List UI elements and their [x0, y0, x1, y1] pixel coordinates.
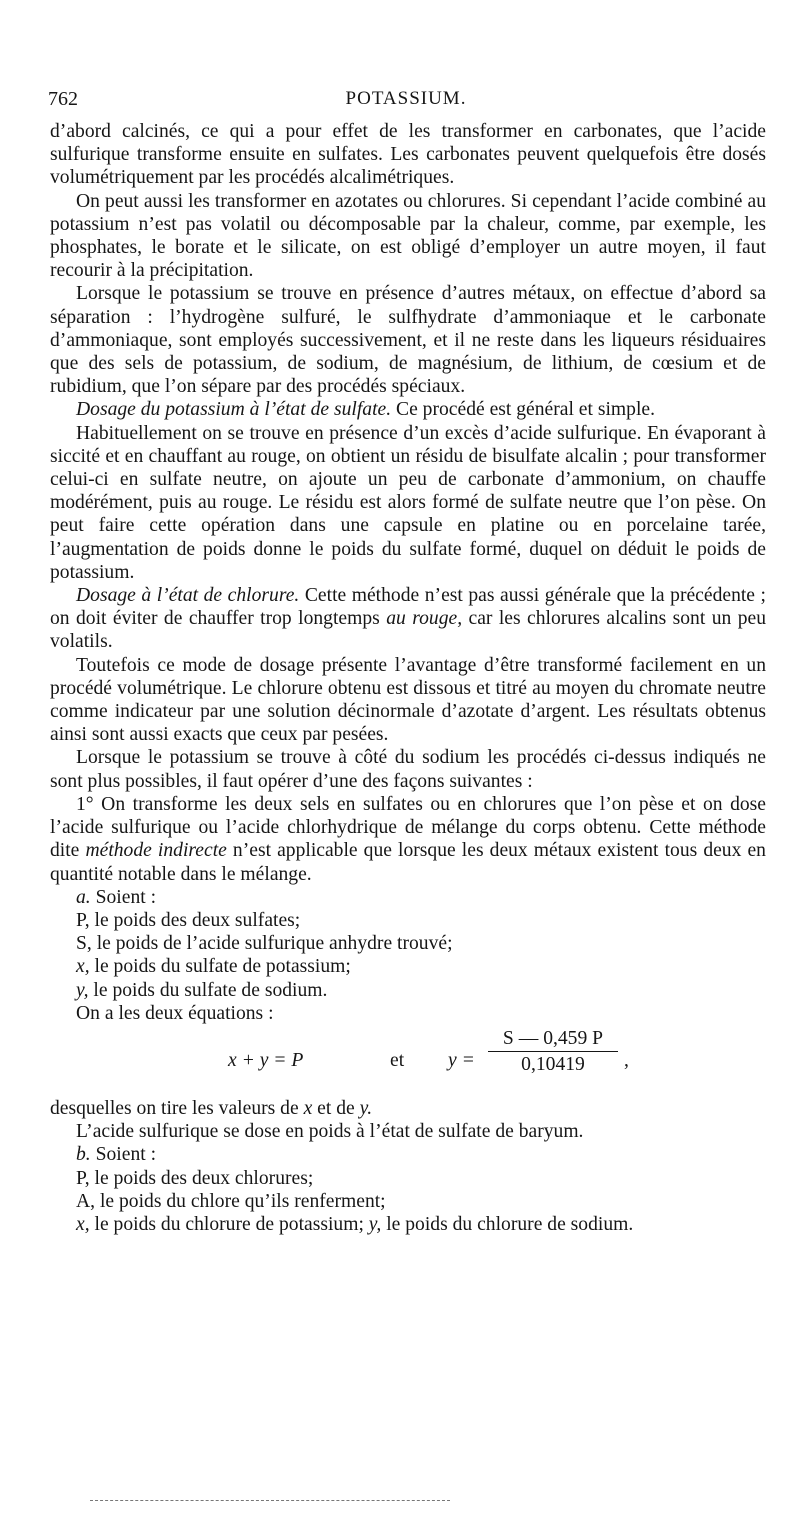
paragraph-separation: Lorsque le potassium se trouve en présence d’autres métaux, on effectue d’abord sa séparation : l’hydrogène sulfuré, le sulfhydrate d’ammoniaque et le carbonate d’ammoniaque, sont employés successivement, et il ne reste dans les liqueurs résiduaires que des sels de potassium, de sodium, de magnésium, de lithium, de cœsium et de rubidium, que l’on sépare par des procédés spéciaux.	[50, 283, 766, 398]
definition-symbol: x,	[76, 956, 90, 978]
paragraph-barium: L’acide sulfurique se dose en poids à l’état de sulfate de baryum.	[76, 1121, 584, 1143]
definition-text: le poids des deux sulfates;	[94, 909, 301, 931]
paragraph-continuation: d’abord calcinés, ce qui a pour effet de les transformer en carbonates, que l’acide sulfurique transforme ensuite en sulfates. Les carbonates peuvent quelquefois être dosés volumétriquement par les procédés alcalimétriques.	[50, 121, 766, 189]
definition-text: le poids des deux chlorures;	[94, 1167, 314, 1189]
definition-text: le poids du chlorure de sodium.	[386, 1213, 634, 1235]
definition-text: le poids de l’acide sulfurique anhydre trouvé;	[96, 933, 453, 955]
chlorure-text-before: Cette méthode n’est pas aussi générale que la précédente ; on doit éviter de chauffer trop longtemps	[50, 585, 766, 630]
equation-lhs: y =	[448, 1049, 475, 1071]
case-b-soient: Soient :	[95, 1144, 157, 1166]
after-eq-mid: et de	[317, 1097, 355, 1119]
chlorure-emph: au rouge,	[386, 608, 463, 630]
sulfate-lead: Ce procédé est général et simple.	[396, 399, 655, 421]
case-a-label: a.	[76, 886, 91, 908]
equation-block	[50, 1025, 766, 1097]
after-eq-text: desquelles on tire les valeurs de	[50, 1097, 299, 1119]
paragraph-azotates: On peut aussi les transformer en azotates ou chlorures. Si cependant l’acide combiné au potassium n’est pas volatil ou décomposable par la chaleur, comme, par exemple, les phosphates, le borate et le silicate, on est obligé d’employer un autre moyen, il faut recourir à la précipitation.	[50, 190, 766, 282]
definition-text: le poids du sulfate de potassium;	[94, 956, 351, 978]
page-body	[50, 120, 766, 1236]
case-a-definitions	[50, 909, 766, 1002]
paragraph-sulfate-heading	[50, 398, 766, 421]
paragraph-toutefois: Toutefois ce mode de dosage présente l’avantage d’être transformé facilement en un procédé volumétrique. Le chlorure obtenu est dissous et titré au moyen du chromate neutre comme indicateur par une solution décinormale d’azotate d’argent. Les résultats obtenus ainsi sont aussi exacts que ceux par pesées.	[50, 654, 766, 746]
fraction-denominator: 0,10419	[521, 1054, 585, 1076]
chlorure-text-after: car les chlorures alcalins sont un peu volatils.	[50, 608, 766, 653]
definition-item	[50, 1167, 766, 1190]
after-eq-x: x	[303, 1097, 313, 1119]
definition-symbol: x,	[76, 1213, 90, 1235]
definition-symbol: P,	[76, 1167, 90, 1189]
page-number: 762	[48, 88, 78, 110]
definition-symbol: y,	[368, 1213, 382, 1235]
fraction-numerator: S — 0,459 P	[488, 1027, 618, 1052]
definition-item	[50, 1213, 766, 1236]
paragraph-lorsque: Lorsque le potassium se trouve à côté du sodium les procédés ci-dessus indiqués ne sont plus possibles, il faut opérer d’une des façons suivantes :	[50, 747, 766, 792]
paragraph-after-equations	[50, 1097, 766, 1120]
equation-comma: ,	[624, 1049, 629, 1071]
page-header	[48, 88, 764, 120]
after-eq-y: y.	[359, 1097, 373, 1119]
running-title: POTASSIUM.	[345, 88, 467, 109]
method1-emph: méthode indirecte	[85, 840, 227, 862]
equation-et: et	[390, 1049, 405, 1071]
definition-symbol: P,	[76, 909, 90, 931]
definition-text: le poids du chlore qu’ils renferment;	[99, 1190, 386, 1212]
case-b-intro	[50, 1143, 766, 1166]
method1-before: 1° On transforme les deux sels en sulfates ou en chlorures que l’on pèse et on dose l’acide sulfurique ou l’acide chlorhydrique de mélange du corps obtenu. Cette méthode dite	[50, 793, 766, 862]
case-a-intro	[50, 886, 766, 909]
sulfate-heading: Dosage du potassium à l’état de sulfate.	[76, 399, 392, 421]
definition-symbol: y,	[76, 979, 89, 1001]
definition-symbol: A,	[76, 1190, 96, 1212]
fraction	[488, 1027, 618, 1076]
definition-text: le poids du chlorure de potassium;	[94, 1213, 364, 1235]
paragraph-method-1	[50, 793, 766, 886]
definition-item	[50, 1190, 766, 1213]
definition-item	[50, 932, 766, 955]
chlorure-heading: Dosage à l’état de chlorure.	[76, 585, 300, 607]
method1-after: n’est applicable que lorsque les deux métaux existent tous deux en quantité notable dans le mélange.	[50, 840, 766, 885]
definition-item	[50, 979, 766, 1002]
definition-item	[50, 955, 766, 978]
equation-fraction	[448, 1025, 648, 1095]
paragraph-chlorure	[50, 584, 766, 654]
paragraph-sulfate-body: Habituellement on se trouve en présence d’un excès d’acide sulfurique. En évaporant à siccité et en chauffant au rouge, on obtient un résidu de bisulfate alcalin ; pour transformer celui-ci en sulfate neutre, on ajoute un peu de carbonate d’ammonium, on chauffe modérément, puis au rouge. Le résidu est alors formé de sulfate neutre que l’on pèse. On peut faire cette opération dans une capsule en platine ou en porcelaine tarée, l’augmentation de poids donne le poids du sulfate formé, duquel on déduit le poids de potassium.	[50, 422, 766, 583]
definition-item	[50, 909, 766, 932]
equation-sum: x + y = P	[228, 1049, 304, 1071]
case-b-label: b.	[76, 1144, 91, 1166]
definition-symbol: S,	[76, 933, 92, 955]
equations-intro: On a les deux équations :	[76, 1002, 274, 1024]
footer-rule	[90, 1500, 450, 1501]
case-a-soient: Soient :	[95, 886, 157, 908]
case-b-definitions	[50, 1167, 766, 1237]
definition-text: le poids du sulfate de sodium.	[93, 979, 328, 1001]
